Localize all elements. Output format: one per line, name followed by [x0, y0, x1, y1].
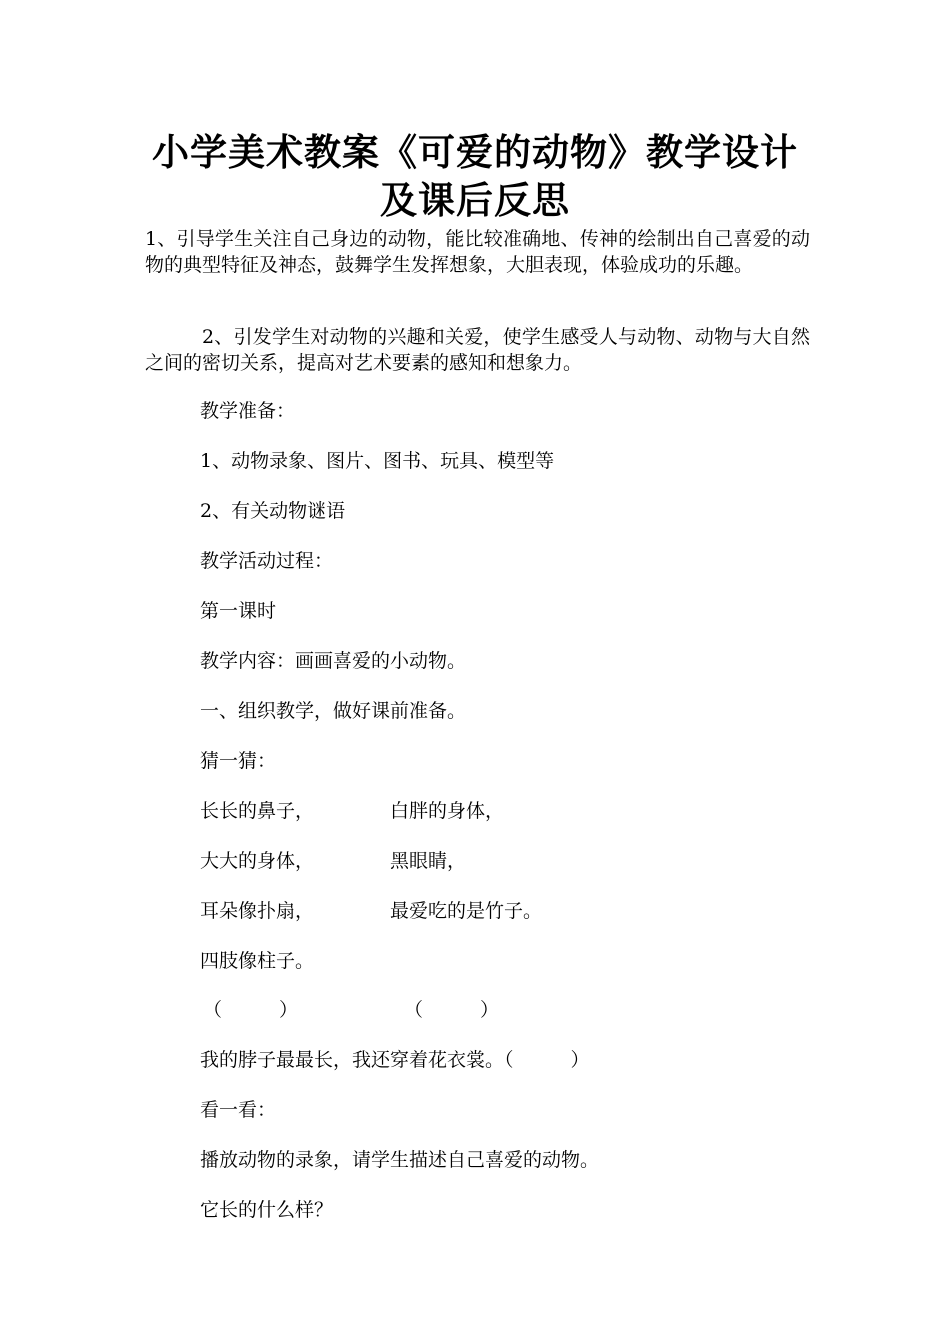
riddle-right-line: 黑眼睛， [390, 850, 467, 872]
answer-blank-right: （ ） [404, 999, 500, 1021]
riddle-three: 我的脖子最最长，我还穿着花衣裳。（ ） [200, 1049, 590, 1071]
riddle-left-line: 四肢像柱子。 [200, 950, 315, 972]
look-text: 播放动物的录象，请学生描述自己喜爱的动物。 [200, 1149, 600, 1171]
riddle-left-line: 长长的鼻子， [200, 800, 315, 822]
riddle-right-line: 最爱吃的是竹子。 [390, 900, 543, 922]
objective-paragraph-2: 2、引发学生对动物的兴趣和关爱，使学生感受人与动物、动物与大自然之间的密切关系，提高对艺术要素的感知和想象力。 [145, 326, 810, 374]
document-title-line-2: 及课后反思 [380, 178, 570, 222]
riddle-left-line: 耳朵像扑扇， [200, 900, 315, 922]
guess-heading: 猜一猜： [200, 750, 277, 772]
lesson-label: 第一课时 [200, 600, 277, 622]
preparation-heading: 教学准备： [200, 400, 296, 422]
preparation-item: 1、动物录象、图片、图书、玩具、模型等 [200, 450, 555, 472]
document-title-line-1: 小学美术教案《可爱的动物》教学设计 [152, 130, 798, 174]
riddle-left-line: 大大的身体， [200, 850, 315, 872]
step-one: 一、组织教学，做好课前准备。 [200, 700, 467, 722]
look-heading: 看一看： [200, 1099, 277, 1121]
riddle-right-line: 白胖的身体， [390, 800, 505, 822]
answer-blank-left: （ ） [203, 999, 299, 1021]
objective-paragraph-1: 1、引导学生关注自己身边的动物，能比较准确地、传神的绘制出自己喜爱的动物的典型特征及神态，鼓舞学生发挥想象，大胆表现，体验成功的乐趣。 [145, 228, 810, 276]
lesson-content: 教学内容：画画喜爱的小动物。 [200, 650, 467, 672]
process-heading: 教学活动过程： [200, 550, 334, 572]
preparation-item: 2、有关动物谜语 [200, 500, 346, 522]
question-text: 它长的什么样？ [200, 1199, 334, 1221]
